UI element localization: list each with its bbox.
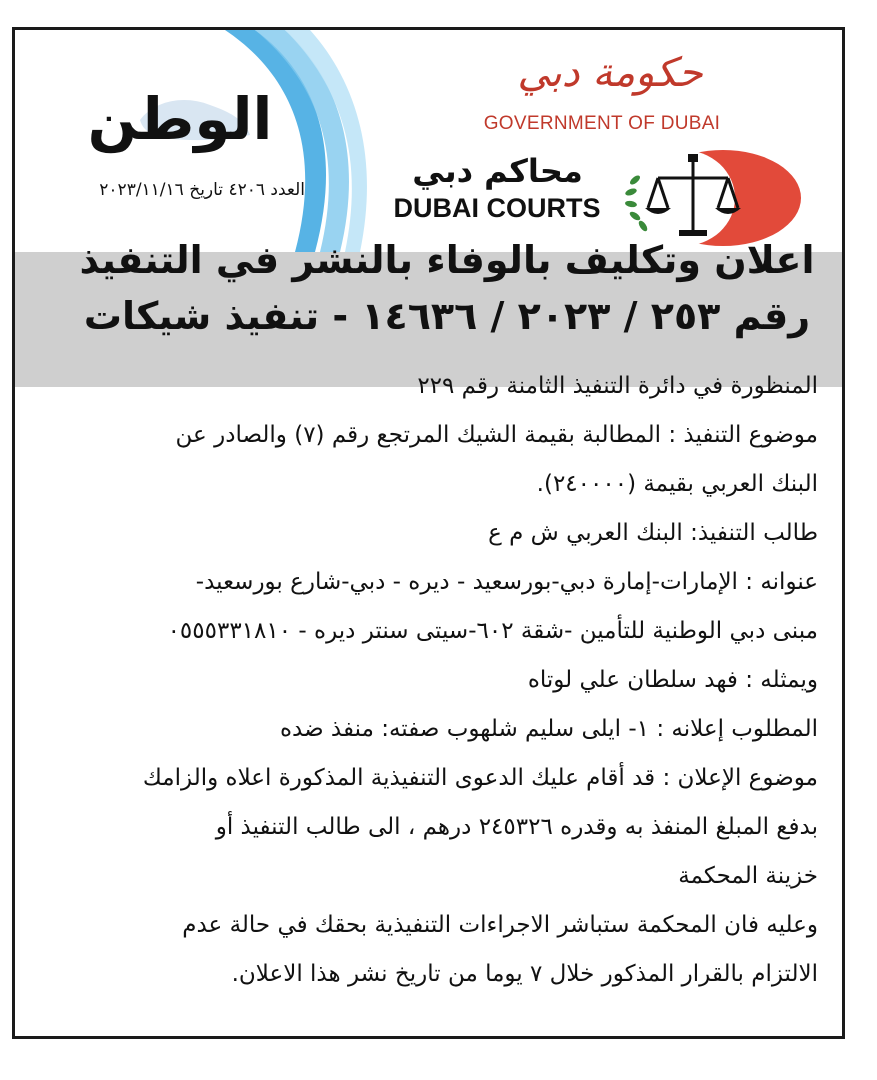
body-line: الالتزام بالقرار المذكور خلال ٧ يوما من تاريخ نشر هذا الاعلان. [231,961,818,987]
dubai-courts-arabic: محاكم دبي [412,152,583,190]
body-line: البنك العربي بقيمة (٢٤٠٠٠٠). [536,471,818,497]
issue-date-line: العدد ٤٢٠٦ تاريخ ٢٠٢٣/١١/١٦ [99,180,305,200]
government-logo-english: GOVERNMENT OF DUBAI [483,113,721,134]
notice-title-line-1: اعلان وتكليف بالوفاء بالنشر في التنفيذ [79,238,815,282]
body-line: موضوع الإعلان : قد أقام عليك الدعوى التنفيذية المذكورة اعلاه والزامك [142,765,818,791]
body-line: خزينة المحكمة [678,863,818,889]
notice-header [15,30,842,252]
body-line: بدفع المبلغ المنفذ به وقدره ٢٤٥٣٢٦ درهم ، الى طالب التنفيذ أو [215,814,818,840]
body-line: ويمثله : فهد سلطان علي لوتاه [527,667,818,693]
body-line: المطلوب إعلانه : ١- ايلى سليم شلهوب صفته: منفذ ضده [279,716,818,742]
body-line: وعليه فان المحكمة ستباشر الاجراءات التنفيذية بحقك في حالة عدم [182,912,818,938]
body-line: المنظورة في دائرة التنفيذ الثامنة رقم ٢٢٩ [417,373,818,399]
notice-body [14,362,818,999]
body-line: عنوانه : الإمارات-إمارة دبي-بورسعيد - ديره - دبي-شارع بورسعيد- [195,569,818,595]
body-line: موضوع التنفيذ : المطالبة بقيمة الشيك المرتجع رقم (٧) والصادر عن [175,422,818,448]
body-line: مبنى دبي الوطنية للتأمين -شقة ٦٠٢-سيتى سنتر ديره - ٠٥٥٥٣٣١٨١٠ [167,618,818,644]
notice-title-line-2: رقم ٢٥٣ / ٢٠٢٣ / ١٤٦٣٦ - تنفيذ شيكات [83,294,811,338]
scales-of-justice-icon [613,140,803,250]
government-logo-arabic: حكومة دبي [517,50,703,96]
newspaper-logo: الوطن [87,85,273,153]
dubai-courts-english: DUBAI COURTS [393,193,601,223]
body-line: طالب التنفيذ: البنك العربي ش م ع [488,520,818,546]
